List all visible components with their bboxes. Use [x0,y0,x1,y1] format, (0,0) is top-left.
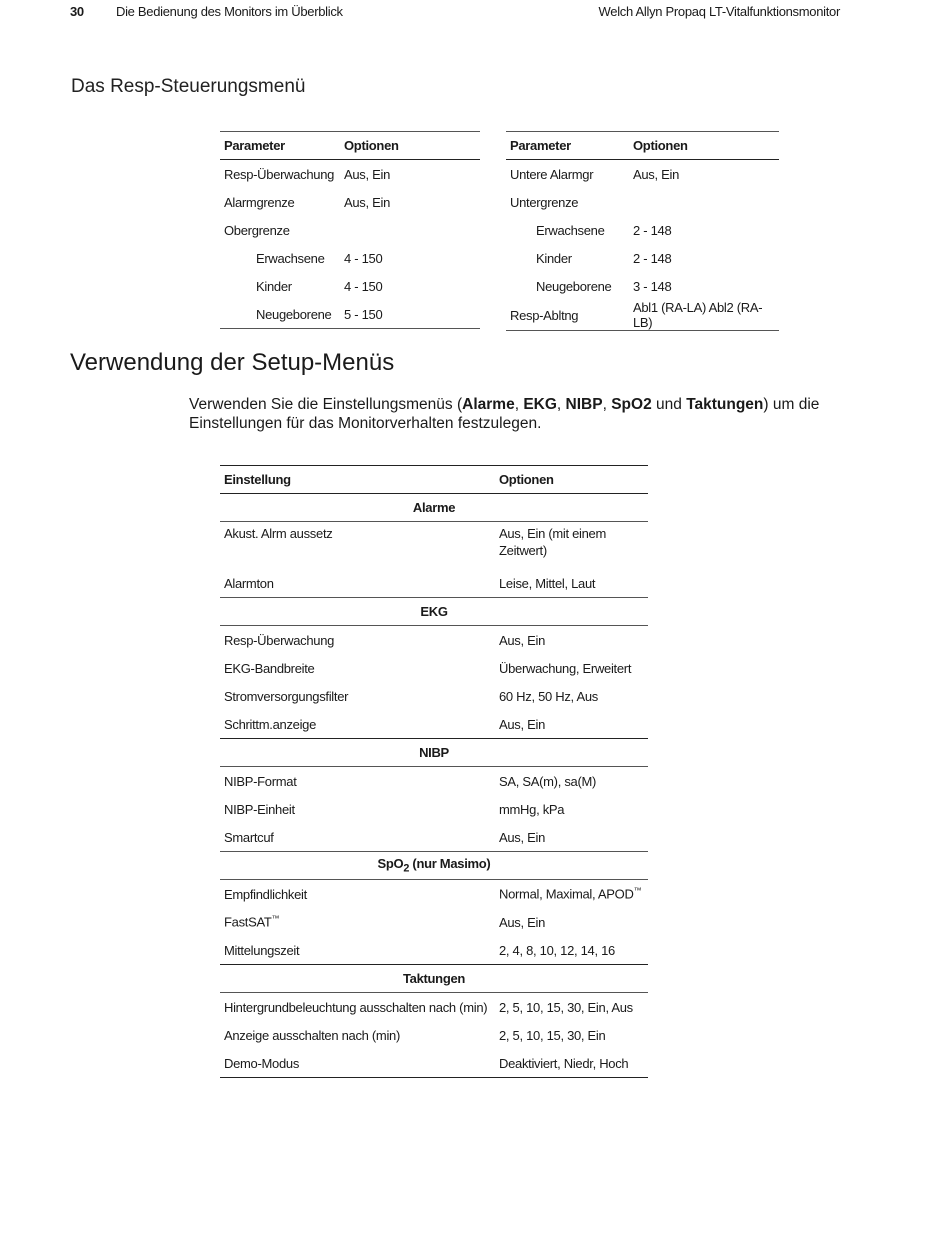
table-row [220,654,648,682]
setup-intro-paragraph [189,395,849,433]
parameter-cell: Kinder [536,250,572,266]
setting-cell: Mittelungszeit [224,942,300,958]
column-header: Optionen [633,138,688,153]
options-cell: 5 - 150 [344,306,383,322]
setting-cell: Alarmton [224,575,274,591]
options-cell: 2 - 148 [633,222,672,238]
table-header-row [506,132,779,160]
options-cell [340,216,480,244]
section-title: Alarme [220,494,648,522]
column-header: Parameter [224,138,285,153]
options-cell: Deaktiviert, Niedr, Hoch [499,1055,629,1071]
document-title: Welch Allyn Propaq LT-Vitalfunktionsmonitor [598,4,840,19]
resp-left-table [220,131,480,329]
table-row [220,880,648,909]
parameter-cell: Resp-Abltng [510,307,579,323]
table-row [220,908,648,936]
table-row [220,936,648,965]
parameter-cell: Erwachsene [536,222,605,238]
table-row [506,216,779,244]
section-row-nibp [220,739,648,767]
section-row-spo2 [220,852,648,880]
options-cell [495,880,648,909]
options-cell: Aus, Ein [499,829,546,845]
page-number: 30 [70,4,84,19]
resp-right-table [506,131,779,331]
subscript-text: 2 [403,862,410,875]
intro-bold-alarme: Alarme [462,396,515,413]
parameter-cell: Neugeborene [536,278,612,294]
table-row [220,272,480,300]
setup-menus-table [220,465,648,1078]
setting-cell: NIBP-Einheit [224,801,295,817]
table-row [220,244,480,272]
options-cell: 4 - 150 [344,278,383,294]
options-cell: 3 - 148 [633,278,672,294]
table-row [220,823,648,852]
section-title: NIBP [220,739,648,767]
parameter-cell: Neugeborene [256,306,332,322]
section-title-text: (nur Masimo) [409,856,491,872]
section-row-alarme [220,494,648,522]
section-title-text: SpO [377,856,404,872]
setting-cell: Smartcuf [224,829,274,845]
table-row [506,300,779,331]
table-row [220,160,480,189]
column-header: Einstellung [224,472,291,487]
table-row [220,522,648,570]
parameter-cell: Erwachsene [256,250,325,266]
setup-menus-heading: Verwendung der Setup-Menüs [70,349,395,376]
setting-cell: Resp-Überwachung [224,632,335,648]
table-row [220,1049,648,1078]
options-cell [629,188,779,216]
parameter-cell: Alarmgrenze [224,194,295,210]
table-row [220,795,648,823]
intro-bold-ekg: EKG [523,396,557,413]
options-cell: Überwachung, Erweitert [499,660,632,676]
intro-text: ) um die Einstellungen für das Monitorverhalten festzulegen. [189,396,820,432]
table-row [220,300,480,329]
options-cell: Aus, Ein [499,716,546,732]
parameter-cell: Resp-Überwachung [224,166,335,182]
options-cell: Aus, Ein [633,166,680,182]
setting-cell: EKG-Bandbreite [224,660,315,676]
options-cell: 4 - 150 [344,250,383,266]
table-row [220,710,648,739]
setting-cell: NIBP-Format [224,773,297,789]
options-cell: 2, 5, 10, 15, 30, Ein, Aus [499,999,633,1015]
options-cell: Aus, Ein [344,194,391,210]
section-row-ekg [220,598,648,626]
column-header: Parameter [510,138,571,153]
table-row [220,767,648,796]
table-row [220,569,648,598]
section-title [220,852,648,880]
section-title: Taktungen [220,965,648,993]
setting-cell: Hintergrundbeleuchtung ausschalten nach (min) [224,999,488,1015]
options-cell: Aus, Ein (mit einem Zeitwert) [499,526,607,558]
table-row [220,188,480,216]
table-row [220,682,648,710]
parameter-cell: Untergrenze [510,194,579,210]
table-row [506,160,779,189]
table-row [506,188,779,216]
parameter-cell: Kinder [256,278,292,294]
section-row-taktungen [220,965,648,993]
trademark-mark: ™ [633,886,642,896]
options-cell: mmHg, kPa [499,801,565,817]
table-row [506,272,779,300]
resp-menu-heading: Das Resp-Steuerungsmenü [71,76,306,97]
options-cell: 2 - 148 [633,250,672,266]
setting-cell: Stromversorgungsfilter [224,688,349,704]
options-cell: 2, 4, 8, 10, 12, 14, 16 [499,942,615,958]
options-cell: SA, SA(m), sa(M) [499,773,597,789]
table-row [506,244,779,272]
intro-text: , [556,396,566,413]
setting-cell: Demo-Modus [224,1055,300,1071]
table-row [220,216,480,244]
setting-cell: Anzeige ausschalten nach (min) [224,1027,400,1043]
parameter-cell: Obergrenze [224,222,290,238]
table-row [220,626,648,655]
options-cell: Aus, Ein [344,166,391,182]
intro-bold-nibp: NIBP [565,396,603,413]
setting-cell: Schrittm.anzeige [224,716,317,732]
table-header-row [220,132,480,160]
options-cell: 60 Hz, 50 Hz, Aus [499,688,598,704]
setting-cell: Akust. Alrm aussetz [224,526,333,541]
intro-text: Verwenden Sie die Einstellungsmenüs ( [189,396,463,413]
table-row [220,993,648,1022]
column-header: Optionen [344,138,399,153]
options-cell: Leise, Mittel, Laut [499,575,596,591]
setting-text: FastSAT [224,914,272,930]
section-title: EKG [220,598,648,626]
intro-text: , [602,396,612,413]
setting-cell [220,908,495,936]
intro-text: , [514,396,524,413]
intro-bold-taktungen: Taktungen [686,396,764,413]
table-row [220,1021,648,1049]
chapter-title: Die Bedienung des Monitors im Überblick [116,4,343,19]
table-header-row [220,466,648,494]
intro-text: und [651,396,687,413]
options-cell: Abl1 (RA-LA) Abl2 (RA-LB) [633,300,763,330]
parameter-cell: Untere Alarmgr [510,166,594,182]
column-header: Optionen [499,472,554,487]
setting-cell: Empfindlichkeit [224,886,307,902]
options-cell: Aus, Ein [499,632,546,648]
trademark-mark: ™ [271,914,280,924]
options-cell: Aus, Ein [499,914,546,930]
options-cell: 2, 5, 10, 15, 30, Ein [499,1027,606,1043]
options-text: Normal, Maximal, APOD [499,886,634,902]
intro-bold-spo2: SpO2 [611,396,652,413]
